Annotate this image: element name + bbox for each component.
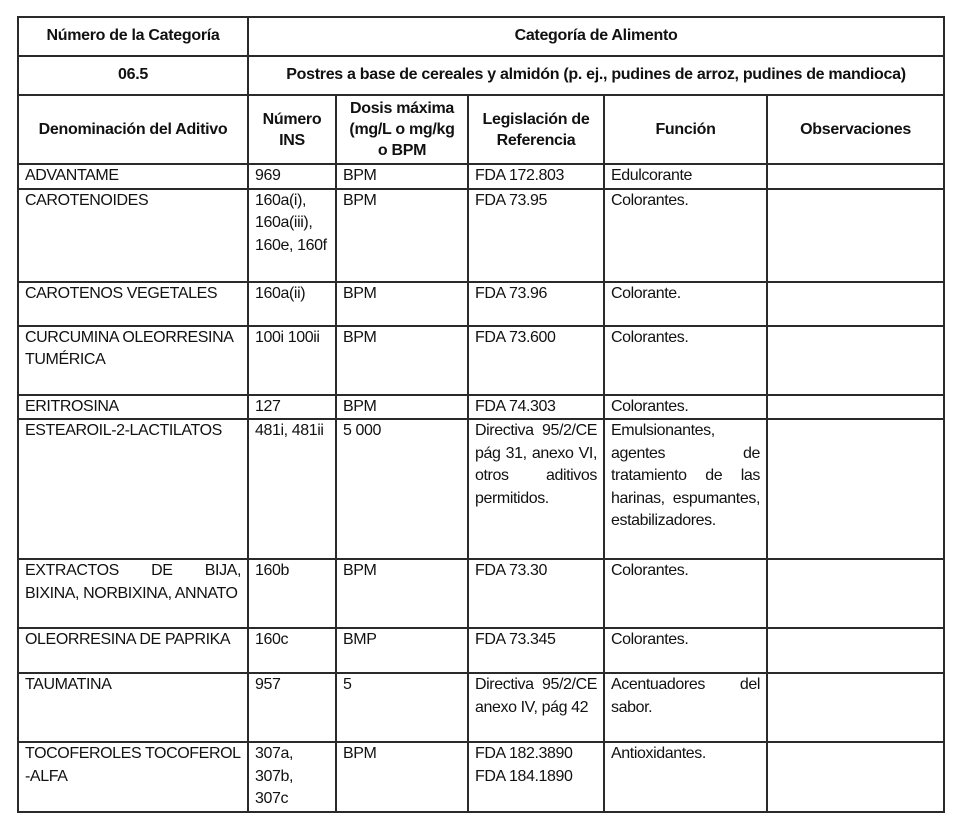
cell-legislation: FDA 182.3890 FDA 184.1890 (468, 742, 604, 812)
cell-legislation: FDA 172.803 (468, 164, 604, 189)
cell-additive: TOCOFEROLES TOCOFEROL -ALFA (18, 742, 248, 812)
food-category-label: Categoría de Alimento (248, 17, 944, 56)
cell-observations (767, 559, 944, 628)
table-row (18, 326, 944, 395)
cell-ins: 969 (248, 164, 336, 189)
table-row (18, 628, 944, 673)
cell-observations (767, 282, 944, 326)
cell-function: Colorantes. (604, 559, 767, 628)
header-row-category-values (18, 56, 944, 95)
cell-dose: BPM (336, 395, 468, 420)
category-name: Postres a base de cereales y almidón (p. ej., pudines de arroz, pudines de mandioca) (248, 56, 944, 95)
table-row (18, 673, 944, 742)
cell-ins: 481i, 481ii (248, 419, 336, 559)
cell-dose: BPM (336, 742, 468, 812)
table-row (18, 419, 944, 559)
cell-legislation: FDA 73.96 (468, 282, 604, 326)
cell-observations (767, 189, 944, 282)
cell-ins: 127 (248, 395, 336, 420)
cell-additive: CAROTENOIDES (18, 189, 248, 282)
table-row (18, 559, 944, 628)
cell-ins: 100i 100ii (248, 326, 336, 395)
cell-ins: 957 (248, 673, 336, 742)
cell-ins: 307a, 307b, 307c (248, 742, 336, 812)
col-header-legislation: Legislación de Referencia (468, 95, 604, 164)
cell-observations (767, 419, 944, 559)
cell-function: Colorantes. (604, 395, 767, 420)
cell-additive: TAUMATINA (18, 673, 248, 742)
cell-dose: BPM (336, 282, 468, 326)
cell-additive: CURCUMINA OLEORRESINA TUMÉRICA (18, 326, 248, 395)
cell-ins: 160a(ii) (248, 282, 336, 326)
cell-additive: CAROTENOS VEGETALES (18, 282, 248, 326)
cell-legislation: FDA 73.600 (468, 326, 604, 395)
cell-additive: ADVANTAME (18, 164, 248, 189)
cell-function: Emulsionantes, agentes de tratamiento de las harinas, espumantes, estabilizadores. (604, 419, 767, 559)
cell-observations (767, 742, 944, 812)
cell-additive: EXTRACTOS DE BIJA, BIXINA, NORBIXINA, ANNATO (18, 559, 248, 628)
cell-dose: BMP (336, 628, 468, 673)
cell-function: Edulcorante (604, 164, 767, 189)
cell-dose: BPM (336, 559, 468, 628)
cell-dose: 5 (336, 673, 468, 742)
cell-function: Colorante. (604, 282, 767, 326)
cell-function: Colorantes. (604, 326, 767, 395)
cell-legislation: FDA 74.303 (468, 395, 604, 420)
table-row (18, 742, 944, 812)
cell-observations (767, 395, 944, 420)
col-header-additive: Denominación del Aditivo (18, 95, 248, 164)
cell-dose: BPM (336, 189, 468, 282)
table-row (18, 164, 944, 189)
col-header-ins: Número INS (248, 95, 336, 164)
cell-additive: OLEORRESINA DE PAPRIKA (18, 628, 248, 673)
cell-observations (767, 673, 944, 742)
cell-dose: BPM (336, 326, 468, 395)
cell-observations (767, 164, 944, 189)
cell-function: Acentuadores del sabor. (604, 673, 767, 742)
cell-additive: ERITROSINA (18, 395, 248, 420)
cell-legislation: FDA 73.30 (468, 559, 604, 628)
table-row (18, 395, 944, 420)
cell-dose: BPM (336, 164, 468, 189)
cell-legislation: Directiva 95/2/CE pág 31, anexo VI, otros aditivos permitidos. (468, 419, 604, 559)
cell-legislation: FDA 73.345 (468, 628, 604, 673)
cell-ins: 160a(i), 160a(iii), 160e, 160f (248, 189, 336, 282)
category-number-label: Número de la Categoría (18, 17, 248, 56)
table-body (18, 164, 944, 812)
category-number: 06.5 (18, 56, 248, 95)
cell-ins: 160c (248, 628, 336, 673)
col-header-function: Función (604, 95, 767, 164)
cell-function: Colorantes. (604, 189, 767, 282)
additives-table (17, 16, 945, 813)
col-header-max-dose: Dosis máxima (mg/L o mg/kg o BPM (336, 95, 468, 164)
cell-observations (767, 326, 944, 395)
header-row-category-labels (18, 17, 944, 56)
cell-legislation: Directiva 95/2/CE anexo IV, pág 42 (468, 673, 604, 742)
cell-legislation: FDA 73.95 (468, 189, 604, 282)
table-row (18, 282, 944, 326)
table-row (18, 189, 944, 282)
cell-function: Antioxidantes. (604, 742, 767, 812)
cell-dose: 5 000 (336, 419, 468, 559)
cell-additive: ESTEAROIL-2-LACTILATOS (18, 419, 248, 559)
column-header-row (18, 95, 944, 164)
cell-observations (767, 628, 944, 673)
cell-function: Colorantes. (604, 628, 767, 673)
col-header-observations: Observaciones (767, 95, 944, 164)
cell-ins: 160b (248, 559, 336, 628)
